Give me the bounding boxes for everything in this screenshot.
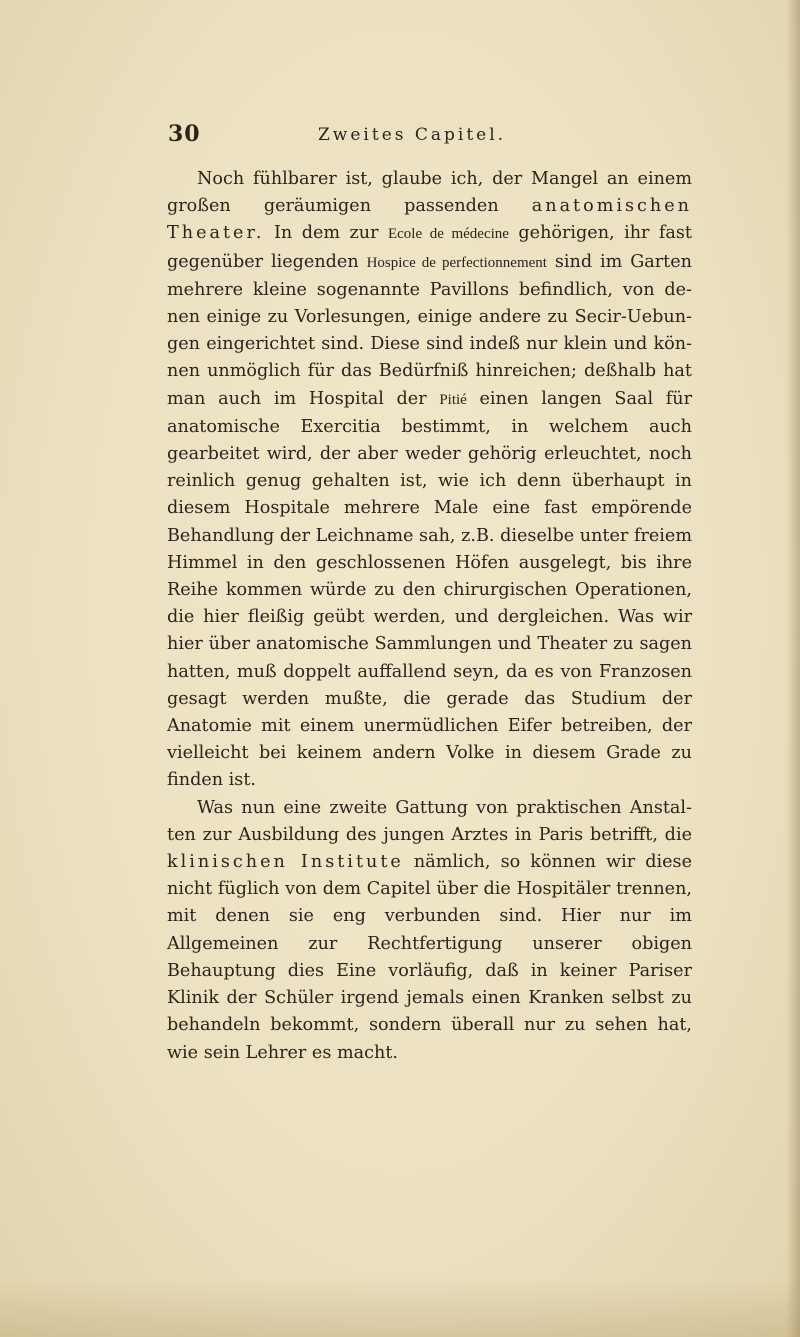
page-edge-shadow	[786, 0, 800, 1337]
text-run: nämlich, so können wir diese nicht füglich von dem Capitel über die Hospitäler trennen, mit denen sie eng verbunden sind. Hier nur im Allgemeinen zur Rechtfertigung unserer obigen Behauptung dies Eine vorläufig, daß in keiner Pariser Klinik der Schüler irgend jemals einen Kranken selbst zu behandeln bekommt, sondern überall nur zu sehen hat, wie sein Lehrer es macht.	[167, 852, 692, 1063]
running-head: Zweites Capitel.	[318, 125, 507, 145]
paragraph	[167, 166, 692, 795]
text-run: Noch fühlbarer ist, glaube ich, der Mangel an einem großen geräumigen passenden	[167, 169, 692, 217]
latin-term: Pitié	[439, 391, 467, 408]
emphasized-term: anatomischen Theater.	[167, 196, 692, 244]
paragraph	[167, 795, 692, 1067]
page-header	[168, 121, 688, 155]
body-text	[167, 166, 692, 1067]
latin-term: Hospice de perfectionnement	[366, 254, 547, 271]
text-run: Was nun eine zweite Gattung von praktischen Anstalten zur Ausbildung des jungen Arztes in Paris betrifft, die	[167, 797, 692, 845]
latin-term: Ecole de médecine	[387, 226, 509, 243]
text-run: einen langen Saal für anatomische Exercitia bestimmt, in welchem auch gearbeitet wird, der aber weder gehörig erleuchtet, noch reinlich genug gehalten ist, wie ich denn überhaupt in diesem Hospitale mehrere Male eine fast empörende Behandlung der Leichname sah, z.B. dieselbe unter freiem Himmel in den geschlossenen Höfen ausgelegt, bis ihre Reihe kommen würde zu den chirurgischen Operationen, die hier fleißig geübt werden, und dergleichen. Was wir hier über anatomische Sammlungen und Theater zu sagen hatten, muß doppelt auffallend seyn, da es von Franzosen gesagt werden mußte, die gerade das Studium der Anatomie mit einem unermüdlichen Eifer betreiben, der vielleicht bei keinem andern Volke in diesem Grade zu finden ist.	[167, 388, 692, 791]
emphasized-term: klinischen Institute	[167, 852, 404, 873]
text-run: In dem zur	[264, 223, 388, 244]
text-run: gehörigen, ihr fast gegenüber liegenden	[167, 223, 692, 272]
text-run: sind im Garten mehrere kleine sogenannte Pavillons befindlich, von denen einige zu Vorlesungen, einige andere zu Secir-Uebungen eingerichtet sind. Diese sind indeß nur klein und können unmöglich für das Bedürfniß hinreichen; deßhalb hat man auch im Hospital der	[167, 251, 692, 409]
page-bottom-shadow	[0, 1277, 800, 1337]
page-number: 30	[168, 121, 201, 147]
